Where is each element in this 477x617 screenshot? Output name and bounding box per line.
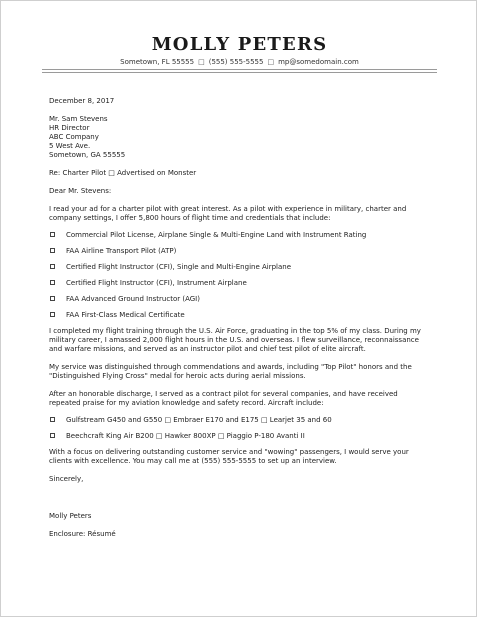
sender-email: mp@somedomain.com [278, 58, 359, 66]
aircraft-text: Beechcraft King Air B200 □ Hawker 800XP □ Piaggio P-180 Avanti II [66, 432, 305, 440]
square-bullet-icon [50, 232, 55, 237]
recipient-line: Mr. Sam Stevens [49, 115, 108, 123]
signature-name: Molly Peters [49, 512, 92, 520]
square-bullet-icon [50, 296, 55, 301]
intro-paragraph: I read your ad for a charter pilot with great interest. As a pilot with experience in military, charter and company settings, I offer 5,800 hours of flight time and credentials that include: [49, 205, 407, 222]
recipient-address [49, 115, 431, 160]
list-item [49, 231, 431, 240]
credentials-list [49, 231, 431, 320]
closing-paragraph: With a focus on delivering outstanding customer service and "wowing" passengers, I would serve your clients with excellence. You may call me at (555) 555-5555 to set up an interview. [49, 448, 409, 465]
square-bullet-icon [50, 433, 55, 438]
list-item [49, 247, 431, 256]
list-item [49, 416, 431, 425]
credential-text: Certified Flight Instructor (CFI), Instrument Airplane [66, 279, 247, 287]
sender-phone: (555) 555-5555 [208, 58, 264, 66]
aircraft-list [49, 416, 431, 441]
salutation: Dear Mr. Stevens: [49, 187, 112, 195]
awards-paragraph: My service was distinguished through commendations and awards, including "Top Pilot" honors and the "Distinguished Flying Cross" medal for heroic acts during aerial missions. [49, 363, 412, 380]
credential-text: FAA Airline Transport Pilot (ATP) [66, 247, 177, 255]
recipient-line: ABC Company [49, 133, 99, 141]
square-bullet-icon [50, 248, 55, 253]
recipient-line: HR Director [49, 124, 90, 132]
contract-paragraph: After an honorable discharge, I served as a contract pilot for several companies, and have received repeated praise for my aviation knowledge and safety record. Aircraft include: [49, 390, 398, 407]
list-item [49, 295, 431, 304]
square-bullet-icon [50, 264, 55, 269]
list-item [49, 311, 431, 320]
credential-text: Commercial Pilot License, Airplane Single & Multi-Engine Land with Instrument Rating [66, 231, 367, 239]
list-item [49, 263, 431, 272]
credential-text: FAA First-Class Medical Certificate [66, 311, 185, 319]
square-bullet-icon [50, 417, 55, 422]
recipient-line: 5 West Ave. [49, 142, 91, 150]
contact-separator: □ [198, 58, 205, 66]
recipient-line: Sometown, GA 55555 [49, 151, 126, 159]
header-rule-bottom [42, 72, 437, 73]
list-item [49, 279, 431, 288]
contact-separator: □ [267, 58, 275, 66]
list-item [49, 432, 431, 441]
aircraft-text: Gulfstream G450 and G550 □ Embraer E170 and E175 □ Learjet 35 and 60 [66, 416, 332, 424]
signoff: Sincerely, [49, 475, 84, 483]
square-bullet-icon [50, 312, 55, 317]
square-bullet-icon [50, 280, 55, 285]
training-paragraph: I completed my flight training through the U.S. Air Force, graduating in the top 5% of my class. During my military career, I amassed 2,000 flight hours in the U.S. and overseas. I flew surveillance, reconnaissance and warfare missions, and served as an instructor pilot and chief test pilot of elite aircraft. [49, 327, 421, 353]
letter-subject: Re: Charter Pilot □ Advertised on Monster [49, 169, 197, 177]
letter-body [49, 97, 431, 539]
sender-city: Sometown, FL 55555 [120, 58, 195, 66]
enclosure-line: Enclosure: Résumé [49, 530, 116, 538]
credential-text: FAA Advanced Ground Instructor (AGI) [66, 295, 200, 303]
sender-name: MOLLY PETERS [151, 34, 328, 55]
credential-text: Certified Flight Instructor (CFI), Single and Multi-Engine Airplane [66, 263, 292, 271]
letter-date: December 8, 2017 [49, 97, 115, 105]
contact-line [1, 58, 477, 66]
header-rule-top [42, 69, 437, 70]
